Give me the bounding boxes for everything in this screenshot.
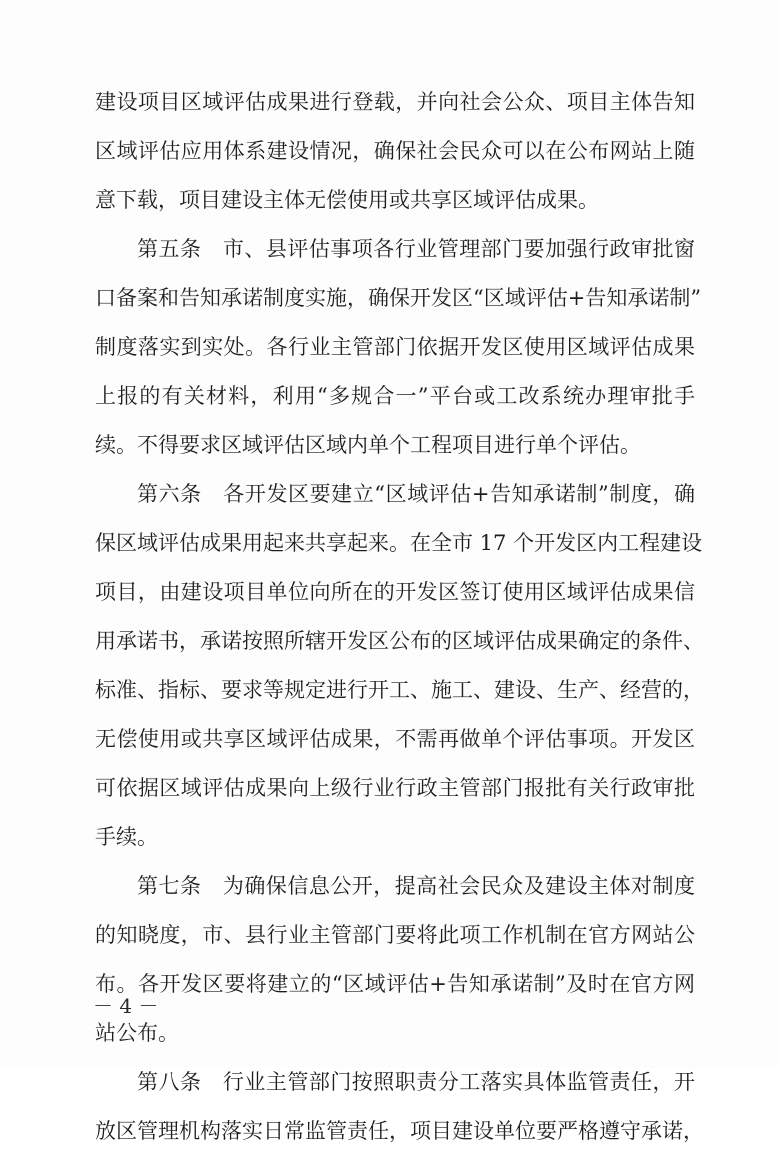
article-6-heading-line: 第六条 各开发区要建立“区域评估+告知承诺制”制度，确	[137, 482, 695, 506]
text-line: 建设项目区域评估成果进行登载，并向社会公众、项目主体告知	[95, 90, 695, 114]
text-line: 标准、指标、要求等规定进行开工、施工、建设、生产、经营的，	[95, 678, 704, 702]
text-line: 续。不得要求区域评估区域内单个工程项目进行单个评估。	[95, 433, 641, 457]
document-body	[95, 78, 704, 1156]
text-line: 制度落实到实处。各行业主管部门依据开发区使用区域评估成果	[95, 335, 695, 359]
text-line: 的知晓度，市、县行业主管部门要将此项工作机制在官方网站公	[95, 923, 695, 947]
article-5-heading-line: 第五条 市、县评估事项各行业管理部门要加强行政审批窗	[137, 237, 695, 261]
text-line: 站公布。	[95, 1021, 179, 1045]
text-line: 放区管理机构落实日常监管责任，项目建设单位要严格遵守承诺，	[95, 1119, 704, 1143]
text-line: 无偿使用或共享区域评估成果，不需再做单个评估事项。开发区	[95, 727, 695, 751]
text-line: 上报的有关材料，利用“多规合一”平台或工改系统办理审批手	[95, 384, 695, 408]
text-line: 保区域评估成果用起来共享起来。在全市 17 个开发区内工程建设	[95, 531, 703, 555]
page-number: － 4 －	[93, 994, 159, 1018]
text-line: 可依据区域评估成果向上级行业行政主管部门报批有关行政审批	[95, 776, 695, 800]
text-line: 手续。	[95, 825, 158, 849]
text-line: 项目，由建设项目单位向所在的开发区签订使用区域评估成果信	[95, 580, 695, 604]
text-line: 口备案和告知承诺制度实施，确保开发区“区域评估+告知承诺制”	[95, 286, 702, 310]
article-7-heading-line: 第七条 为确保信息公开，提高社会民众及建设主体对制度	[137, 874, 695, 898]
article-8-heading-line: 第八条 行业主管部门按照职责分工落实具体监管责任，开	[137, 1070, 695, 1094]
text-line: 区域评估应用体系建设情况，确保社会民众可以在公布网站上随	[95, 139, 695, 163]
text-line: 用承诺书，承诺按照所辖开发区公布的区域评估成果确定的条件、	[95, 629, 704, 653]
text-line: 布。各开发区要将建立的“区域评估+告知承诺制”及时在官方网	[95, 972, 695, 996]
text-line: 意下载，项目建设主体无偿使用或共享区域评估成果。	[95, 188, 599, 212]
